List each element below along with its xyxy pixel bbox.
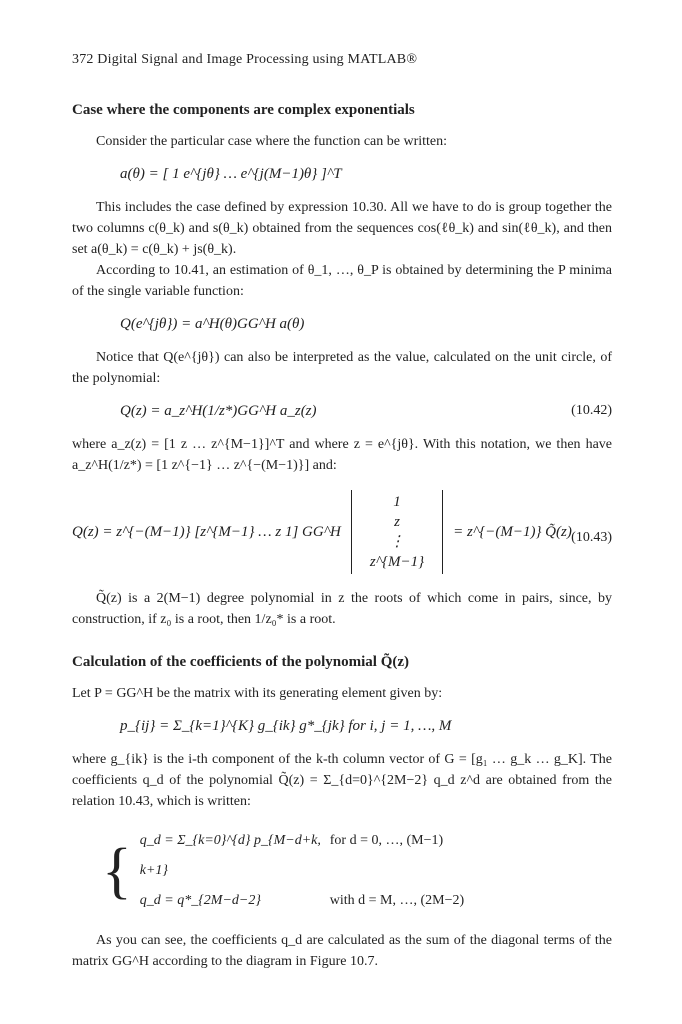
vector-entry: 1 xyxy=(393,494,401,510)
equation-number: (10.42) xyxy=(571,403,612,418)
system-row xyxy=(140,886,464,916)
paragraph: Notice that Q(e^{jθ}) can also be interpreted as the value, calculated on the unit circle, of the polynomial: xyxy=(72,350,612,386)
paragraph: where g_{ik} is the i-th component of the k-th column vector of G = [g₁ … g_k … g_K]. The coefficients q_d of the polynomial Q̃(z) = Σ_{d=0}^{2M−2} q_d z^d are obtained from the relation 10.43, which is written: xyxy=(72,752,612,809)
paragraph: where a_z(z) = [1 z … z^{M−1}]^T and where z = e^{jθ}. With this notation, we then have a_z^H(1/z*) = [1 z^{−1} … z^{−(M−1)}] and: xyxy=(72,437,612,473)
equation-pij: p_{ij} = Σ_{k=1}^{K} g_{ik} g*_{jk} for i, j = 1, …, M xyxy=(120,718,452,734)
equation-a-theta: a(θ) = [ 1 e^{jθ} … e^{j(M−1)θ} ]^T xyxy=(120,166,342,182)
page xyxy=(72,52,612,972)
paragraph: As you can see, the coefficients q_d are calculated as the sum of the diagonal terms of the matrix GG^H according to the diagram in Figure 10.7. xyxy=(72,933,612,969)
paragraph: Consider the particular case where the function can be written: xyxy=(96,134,448,149)
system-lhs: q_d = Σ_{k=0}^{d} p_{M−d+k, k+1} xyxy=(139,833,321,878)
vector-entry: z xyxy=(394,514,400,530)
equation-q-ejtheta: Q(e^{jθ}) = a^H(θ)GG^H a(θ) xyxy=(120,316,305,332)
paragraph: This includes the case defined by expression 10.30. All we have to do is group together the two columns c(θ_k) and s(θ_k) obtained from the sequences cos(ℓθ_k) and sin(ℓθ_k), and then set a(θ_k) = c(θ_k) + js(θ_k). xyxy=(72,200,612,257)
equation-10-42 xyxy=(72,403,612,420)
column-vector xyxy=(351,490,443,574)
running-header: 372 Digital Signal and Image Processing using MATLAB® xyxy=(72,52,418,67)
section-title-complex-exponentials: Case where the components are complex exponentials xyxy=(72,102,415,118)
left-brace: { xyxy=(102,837,132,905)
equation-number: (10.43) xyxy=(571,530,612,545)
system-lhs: q_d = q*_{2M−d−2} xyxy=(139,893,261,908)
equation-10-43 xyxy=(72,490,612,574)
vector-entry: ⋮ xyxy=(389,534,405,550)
equation-system xyxy=(102,826,612,916)
paragraph: Let P = GG^H be the matrix with its generating element given by: xyxy=(72,686,443,701)
paragraph: Q̃(z) is a 2(M−1) degree polynomial in z the roots of which come in pairs, since, by construction, if z₀ is a root, then 1/z₀* is a root. xyxy=(72,591,612,627)
section-title-coefficients: Calculation of the coefficients of the polynomial Q̃(z) xyxy=(72,654,410,670)
vector-entry: z^{M−1} xyxy=(369,554,425,570)
system-row xyxy=(140,826,464,886)
paragraph: According to 10.41, an estimation of θ_1, …, θ_P is obtained by determining the P minima of the single variable function: xyxy=(72,263,612,299)
system-condition: with d = M, …, (2M−2) xyxy=(329,893,465,908)
system-condition: for d = 0, …, (M−1) xyxy=(329,833,444,848)
equation-right: = z^{−(M−1)} Q̃(z) xyxy=(453,523,572,540)
equation-body: Q(z) = a_z^H(1/z*)GG^H a_z(z) xyxy=(120,403,317,419)
equation-left: Q(z) = z^{−(M−1)} [z^{M−1} … z 1] GG^H xyxy=(72,523,341,540)
